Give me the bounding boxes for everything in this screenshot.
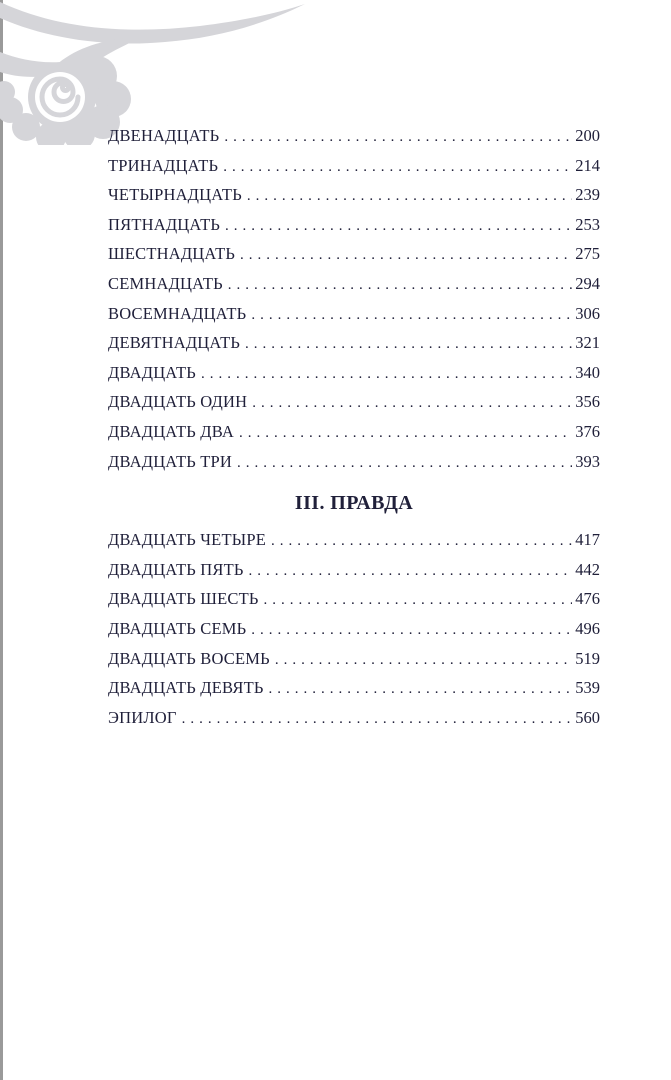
toc-entry[interactable]	[108, 328, 600, 358]
toc-leader-dots	[252, 389, 572, 419]
toc-entry[interactable]	[108, 387, 600, 417]
toc-entry-label: ВОСЕМНАДЦАТЬ	[108, 303, 247, 323]
toc-entry[interactable]	[108, 447, 600, 477]
toc-entry-page: 214	[575, 155, 600, 175]
toc-entry-page: 306	[575, 303, 600, 323]
toc-entry[interactable]	[108, 269, 600, 299]
toc-section	[108, 121, 600, 476]
toc-entry-label: ДВАДЦАТЬ ОДИН	[108, 392, 248, 412]
toc-entry-page: 393	[575, 451, 600, 471]
toc-entry-page: 519	[575, 648, 600, 668]
toc-entry[interactable]	[108, 299, 600, 329]
toc-leader-dots	[237, 449, 572, 479]
toc-entry[interactable]	[108, 180, 600, 210]
toc-entry-label: СЕМНАДЦАТЬ	[108, 273, 223, 293]
toc-entry-page: 476	[575, 589, 600, 609]
toc-leader-dots	[223, 153, 572, 183]
toc-leader-dots	[228, 271, 572, 301]
toc-entry-label: ДВАДЦАТЬ ДВА	[108, 421, 234, 441]
toc-entry-page: 340	[575, 362, 600, 382]
toc-entry-label: ДЕВЯТНАДЦАТЬ	[108, 333, 241, 353]
toc-leader-dots	[271, 527, 572, 557]
toc-entry-page: 356	[575, 392, 600, 412]
toc-leader-dots	[240, 241, 572, 271]
toc-section	[108, 490, 600, 732]
toc-entry[interactable]	[108, 358, 600, 388]
toc-entry-page: 275	[575, 244, 600, 264]
toc-entry-page: 376	[575, 421, 600, 441]
toc-entry[interactable]	[108, 210, 600, 240]
toc-entry-label: ДВАДЦАТЬ ПЯТЬ	[108, 559, 244, 579]
table-of-contents	[108, 121, 600, 732]
toc-entry-label: ДВЕНАДЦАТЬ	[108, 126, 220, 145]
toc-leader-dots	[224, 123, 572, 153]
toc-entry-page: 442	[575, 559, 600, 579]
toc-entry-label: ДВАДЦАТЬ СЕМЬ	[108, 618, 247, 638]
toc-entry-label: ЧЕТЫРНАДЦАТЬ	[108, 185, 242, 205]
toc-entry-page: 539	[575, 678, 600, 698]
toc-entry-label: ТРИНАДЦАТЬ	[108, 155, 219, 175]
toc-entry[interactable]	[108, 417, 600, 447]
toc-entry-label: ШЕСТНАДЦАТЬ	[108, 244, 236, 264]
toc-leader-dots	[251, 301, 572, 331]
toc-entry-list	[108, 121, 600, 476]
toc-entry-label: ДВАДЦАТЬ ТРИ	[108, 451, 233, 471]
toc-entry-page: 496	[575, 618, 600, 638]
toc-leader-dots	[269, 675, 573, 705]
toc-entry-label: ДВАДЦАТЬ ЧЕТЫРЕ	[108, 530, 266, 550]
toc-entry[interactable]	[108, 614, 600, 644]
toc-leader-dots	[247, 182, 572, 212]
toc-entry[interactable]	[108, 151, 600, 181]
toc-entry[interactable]	[108, 703, 600, 733]
toc-leader-dots	[251, 616, 572, 646]
toc-entry-label: ДВАДЦАТЬ	[108, 362, 196, 382]
toc-entry-label: ДВАДЦАТЬ ШЕСТЬ	[108, 589, 259, 609]
toc-leader-dots	[245, 330, 572, 360]
toc-entry[interactable]	[108, 644, 600, 674]
toc-entry-label: ДВАДЦАТЬ ДЕВЯТЬ	[108, 678, 264, 698]
page-left-edge	[0, 0, 3, 1080]
toc-leader-dots	[201, 360, 572, 390]
toc-entry-label: ДВАДЦАТЬ ВОСЕМЬ	[108, 648, 270, 668]
toc-section-heading: III. ПРАВДА	[294, 492, 414, 515]
toc-entry[interactable]	[108, 555, 600, 585]
toc-leader-dots	[264, 586, 573, 616]
toc-leader-dots	[225, 212, 572, 242]
toc-entry-page: 253	[575, 214, 600, 234]
toc-entry-page: 200	[575, 126, 600, 145]
toc-entry[interactable]	[108, 121, 600, 151]
toc-entry-label: ЭПИЛОГ	[108, 707, 177, 727]
toc-entry-page: 560	[575, 707, 600, 727]
toc-leader-dots	[239, 419, 572, 449]
toc-entry[interactable]	[108, 584, 600, 614]
toc-entry-page: 417	[575, 530, 600, 550]
toc-entry[interactable]	[108, 239, 600, 269]
toc-entry[interactable]	[108, 525, 600, 555]
toc-leader-dots	[249, 557, 573, 587]
toc-entry-page: 239	[575, 185, 600, 205]
toc-leader-dots	[182, 705, 573, 735]
toc-entry-page: 294	[575, 273, 600, 293]
toc-entry-page: 321	[575, 333, 600, 353]
toc-entry-list	[108, 525, 600, 732]
toc-entry[interactable]	[108, 673, 600, 703]
toc-entry-label: ПЯТНАДЦАТЬ	[108, 214, 221, 234]
toc-leader-dots	[275, 646, 572, 676]
